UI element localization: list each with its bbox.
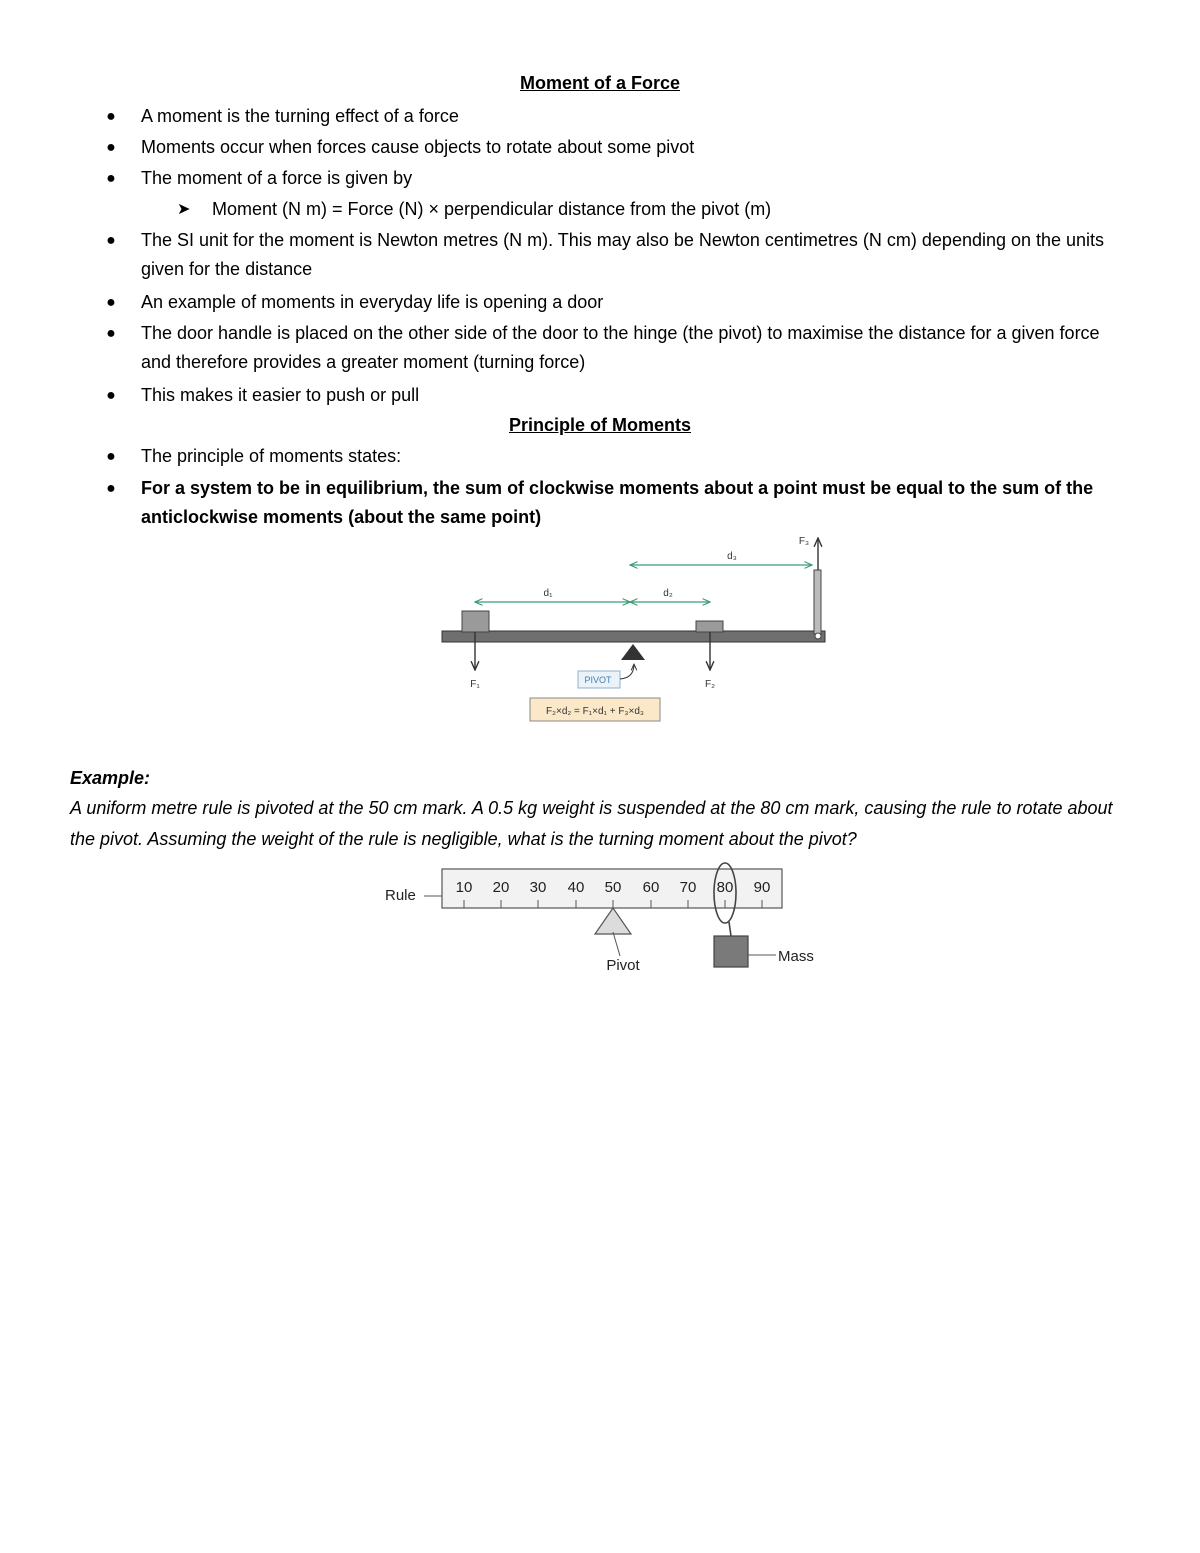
pivot-triangle-icon [621, 644, 645, 660]
pivot-pointer-arrow [620, 664, 634, 679]
block-right [696, 621, 723, 632]
bullet-icon: ● [106, 294, 116, 311]
principle-of-moments-diagram [430, 530, 840, 730]
bullet-icon: ● [106, 139, 116, 156]
bullet-icon: ● [106, 108, 116, 125]
principle-heading: Principle of Moments [508, 415, 692, 435]
d1-label: d₁ [543, 588, 553, 599]
bullet-icon: ● [106, 448, 116, 465]
d3-label: d₃ [727, 551, 737, 562]
mass-block [714, 936, 748, 967]
pivot-triangle-icon [595, 908, 631, 934]
d2-label: d₂ [663, 588, 673, 599]
tick-label: 70 [679, 879, 697, 896]
f1-label: F₁ [470, 679, 480, 690]
vertical-rod [814, 570, 821, 634]
bullet-icon: ● [106, 387, 116, 404]
tick-label: 20 [492, 879, 510, 896]
tick-label: 30 [529, 879, 547, 896]
bullet-icon: ● [106, 232, 116, 249]
arrowhead-bullet-icon: ➤ [177, 201, 191, 218]
tick-label: 60 [642, 879, 660, 896]
example-text: A uniform metre rule is pivoted at the 50 cm mark. A 0.5 kg weight is suspended at the 80 cm mark, causing the rule to rotate about the pivot. Assuming the weight of the rule is negligible, what is the turning moment about the pivot? [70, 798, 1113, 849]
f2-label: F₂ [705, 679, 715, 690]
tick-label: 50 [604, 879, 622, 896]
block-left [462, 611, 489, 632]
pivot-label: PIVOT [584, 675, 612, 685]
equation-text: F₂×d₂ = F₁×d₁ + F₃×d₃ [546, 706, 644, 717]
bullet-icon: ● [106, 480, 116, 497]
tick-label: 40 [567, 879, 585, 896]
metre-rule-diagram [380, 860, 830, 985]
document-page: Moment of a Force ● A moment is the turning effect of a force ● Moments occur when forces cause objects to rotate about some pivot ● The moment of a force is given by ➤ Moment (N m) = Force (N) × perpendicular distance from the pivot (m) ● The SI unit for the moment is Newton metres (N m). This may also be Newton centimetres (N cm) depending on the units given for the distance ● An example of moments in everyday life is opening a door ● The door handle is placed on the other side of the door to the hinge (the pivot) to maximise the distance for a given force and therefore provides a greater moment (turning force) ● This makes it easier to push or pull Principle of Moments ● The principle of moments states: ● For a system to be in equilibrium, the sum of clockwise moments about a point must be equal to the sum of the anticlockwise moments (about the same point) d₁ d₂ d₃ F₁ F₂ F₃ PIVOT F₂×d₂ = F₁×d₁ + F₃×d₃ Example: A uniform metre rule is pivoted at the 50 cm mark. A 0.5 kg weight is suspended at the 80 cm mark, causing the rule to rotate about the pivot. Assuming the weight of the rule is negligible, what is the turning moment about the pivot? 10 20 30 40 50 60 70 80 90 Rule Pivot Mass [0, 0, 1200, 1553]
tick-label: 10 [455, 879, 473, 896]
pivot-label: Pivot [606, 957, 640, 974]
moment-heading: Moment of a Force [519, 73, 680, 93]
tick-label: 90 [753, 879, 771, 896]
tick-label: 80 [716, 879, 734, 896]
pivot-leader-line [613, 932, 620, 956]
bullet-icon: ● [106, 170, 116, 187]
rule-label: Rule [385, 887, 416, 904]
bullet-icon: ● [106, 325, 116, 342]
beam [442, 631, 825, 642]
string [729, 922, 731, 936]
mass-label: Mass [778, 948, 814, 965]
example-label: Example: [70, 768, 151, 788]
f3-label: F₃ [798, 536, 810, 547]
